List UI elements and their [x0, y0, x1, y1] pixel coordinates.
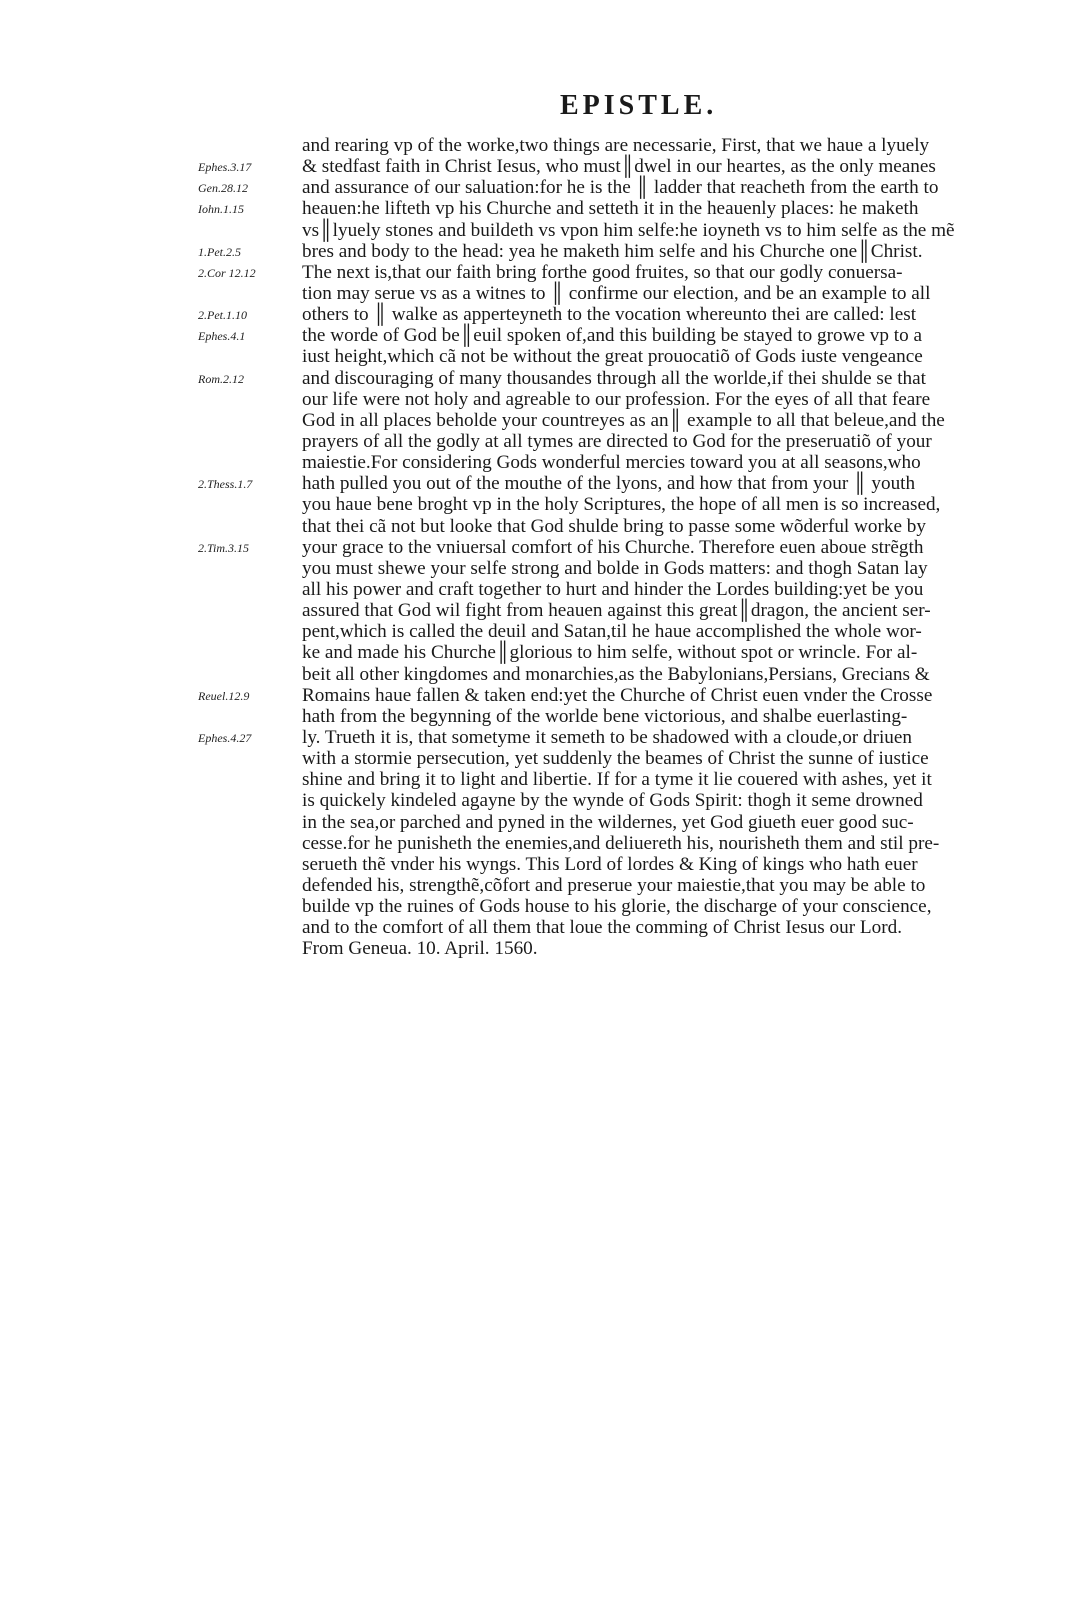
text-line: serueth thẽ vnder his wyngs. This Lord of lordes & King of kings who hath euer	[302, 853, 918, 875]
text-line: and to the comfort of all them that loue the comming of Christ Iesus our Lord.	[302, 917, 903, 939]
margin-note: 2.Cor 12.12	[198, 265, 256, 280]
margin-note: 1.Pet.2.5	[198, 244, 241, 259]
text-line: you haue bene broght vp in the holy Scriptures, the hope of all men is so increased,	[302, 494, 941, 516]
running-head: EPISTLE.	[560, 90, 718, 121]
margin-note: Ephes.4.27	[198, 731, 252, 746]
text-line: with a stormie persecution, yet suddenly the beames of Christ the sunne of iustice	[302, 748, 929, 770]
margin-note: 2.Thess.1.7	[198, 477, 253, 492]
text-line: builde vp the ruines of Gods house to his glorie, the discharge of your conscience,	[302, 896, 932, 918]
text-line: heauen:he lifteth vp his Churche and setteth it in the heauenly places: he maketh	[302, 198, 919, 220]
margin-note: Iohn.1.15	[198, 202, 244, 217]
text-line: and assurance of our saluation:for he is the ║ ladder that reacheth from the earth to	[302, 177, 939, 199]
text-line: beit all other kingdomes and monarchies,as the Babylonians,Persians, Grecians &	[302, 663, 930, 685]
text-line: The next is,that our faith bring forthe good fruites, so that our godly conuersa-	[302, 261, 903, 283]
text-line: & stedfast faith in Christ Iesus, who must║dwel in our heartes, as the only meanes	[302, 156, 936, 178]
margin-note: Rom.2.12	[198, 371, 244, 386]
margin-note: Ephes.3.17	[198, 160, 252, 175]
body-text	[302, 135, 1022, 959]
text-line: vs║lyuely stones and buildeth vs vpon him selfe:he ioyneth vs to him selfe as the mẽ	[302, 219, 955, 241]
text-line: From Geneua. 10. April. 1560.	[302, 938, 538, 960]
text-line: God in all places beholde your countreyes as an║ example to all that beleue,and the	[302, 409, 945, 431]
text-line: your grace to the vniuersal comfort of his Churche. Therefore euen aboue strẽgth	[302, 536, 924, 558]
text-line: and discouraging of many thousandes through all the worlde,if thei shulde se that	[302, 367, 926, 389]
margin-note: Ephes.4.1	[198, 329, 246, 344]
text-line: in the sea,or parched and pyned in the wildernes, yet God giueth euer good suc-	[302, 811, 914, 833]
text-line: our life were not holy and agreable to our profession. For the eyes of all that feare	[302, 388, 931, 410]
text-line: ly. Trueth it is, that sometyme it semeth to be shadowed with a cloude,or driuen	[302, 726, 912, 748]
margin-note: 2.Pet.1.10	[198, 308, 247, 323]
text-line: hath pulled you out of the mouthe of the lyons, and how that from your ║ youth	[302, 473, 916, 495]
text-line: others to ║ walke as apperteyneth to the vocation whereunto thei are called: lest	[302, 304, 917, 326]
text-line: assured that God wil fight from heauen against this great║dragon, the ancient ser-	[302, 600, 931, 622]
text-line: all his power and craft together to hurt and hinder the Lordes building:yet be you	[302, 578, 924, 600]
text-line: you must shewe your selfe strong and bolde in Gods matters: and thogh Satan lay	[302, 557, 928, 579]
text-line: bres and body to the head: yea he maketh him selfe and his Churche one║Christ.	[302, 240, 923, 262]
text-line: cesse.for he punisheth the enemies,and deliuereth his, nourisheth them and stil pre-	[302, 832, 940, 854]
text-line: tion may serue vs as a witnes to ║ confirme our election, and be an example to all	[302, 282, 931, 304]
text-line: defended his, strengthẽ,cõfort and preserue your maiestie,that you may be able to	[302, 874, 926, 896]
text-line: shine and bring it to light and libertie. If for a tyme it lie couered with ashes, yet it	[302, 769, 932, 791]
margin-note: Gen.28.12	[198, 181, 248, 196]
text-line: and rearing vp of the worke,two things are necessarie, First, that we haue a lyuely	[302, 135, 930, 156]
text-line: the worde of God be║euil spoken of,and this building be stayed to growe vp to a	[302, 325, 923, 347]
text-line: is quickely kindeled agayne by the wynde of Gods Spirit: thogh it seme drowned	[302, 790, 923, 812]
text-line: pent,which is called the deuil and Satan,til he haue accomplished the whole wor-	[302, 621, 922, 643]
text-line: hath from the begynning of the worlde bene victorious, and shalbe euerlasting-	[302, 705, 908, 727]
text-line: maiestie.For considering Gods wonderful mercies toward you at all seasons,who	[302, 452, 921, 474]
text-line: prayers of all the godly at all tymes are directed to God for the preseruatiõ of your	[302, 430, 932, 452]
margin-note: Reuel.12.9	[198, 688, 250, 703]
margin-note: 2.Tim.3.15	[198, 540, 250, 555]
text-line: iust height,which cã not be without the great prouocatiõ of Gods iuste vengeance	[302, 346, 923, 368]
text-line: that thei cã not but looke that God shulde bring to passe some wõderful worke by	[302, 515, 926, 537]
text-line: ke and made his Churche║glorious to him selfe, without spot or wrincle. For al-	[302, 642, 918, 664]
text-line: Romains haue fallen & taken end:yet the Churche of Christ euen vnder the Crosse	[302, 684, 933, 706]
